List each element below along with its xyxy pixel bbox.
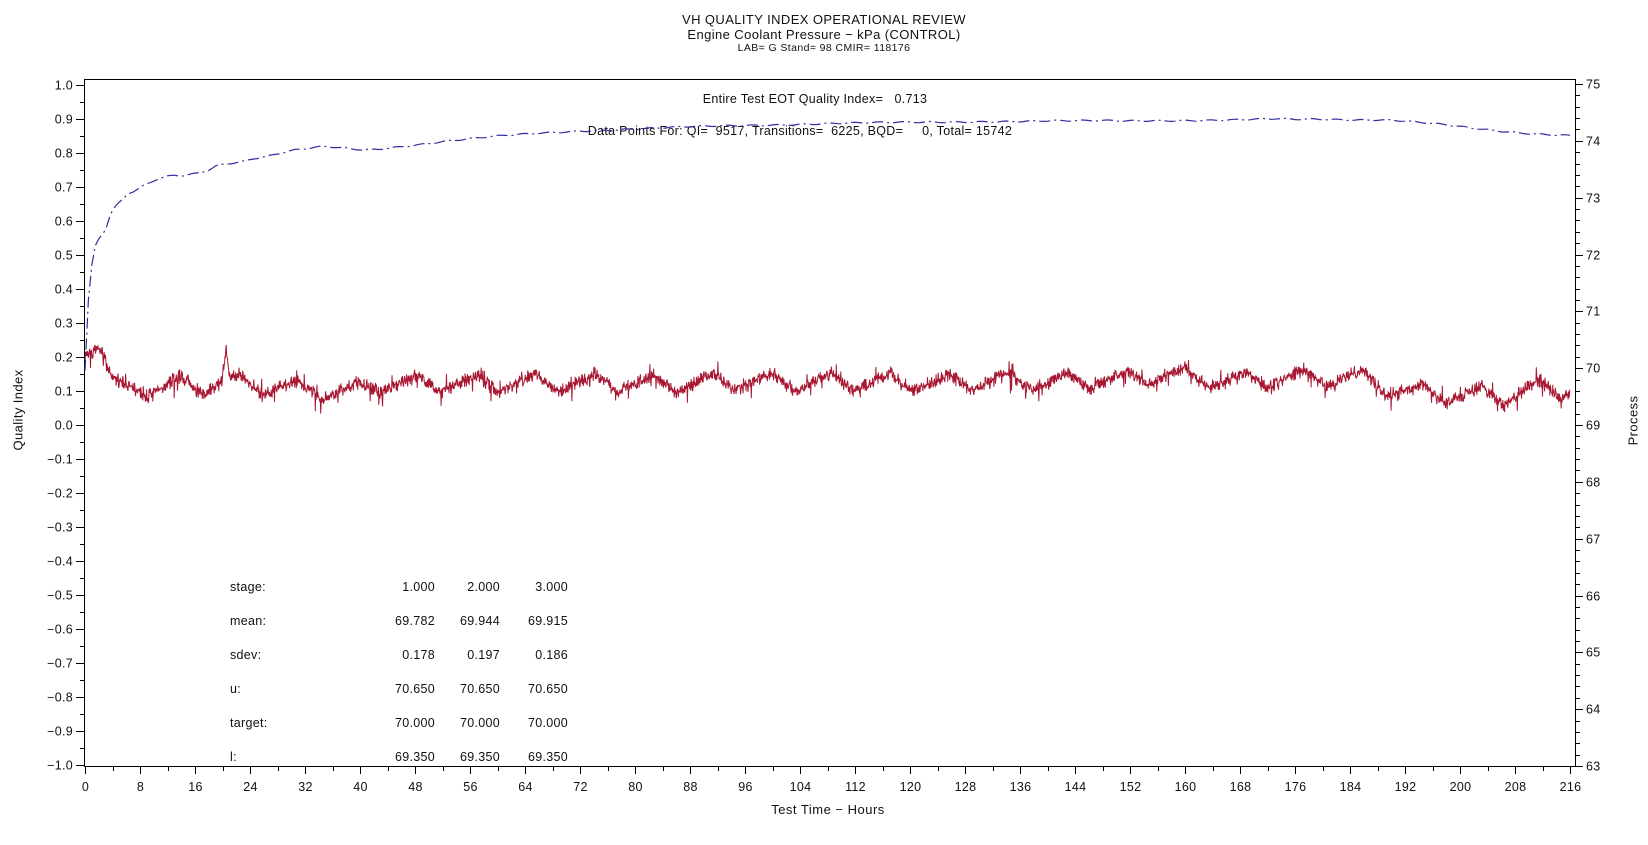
stat-label: mean: bbox=[230, 614, 267, 628]
left-axis-tick-label: −0.6 bbox=[47, 622, 73, 637]
left-axis-tick-label: −0.4 bbox=[47, 554, 73, 569]
stat-value: 3.000 bbox=[535, 580, 568, 594]
left-axis-tick-label: 1.0 bbox=[54, 78, 73, 93]
left-axis-tick-label: −0.1 bbox=[47, 452, 73, 467]
qi-line-series bbox=[85, 118, 1570, 370]
x-axis-tick-label: 80 bbox=[628, 780, 643, 794]
right-axis-tick-label: 67 bbox=[1586, 532, 1601, 547]
right-axis-tick-label: 70 bbox=[1586, 361, 1601, 376]
report-title-line1: VH QUALITY INDEX OPERATIONAL REVIEW bbox=[682, 12, 966, 27]
stat-value: 1.000 bbox=[402, 580, 435, 594]
right-axis-tick-label: 71 bbox=[1586, 304, 1601, 319]
x-axis-tick-label: 40 bbox=[353, 780, 368, 794]
x-axis-tick-label: 200 bbox=[1449, 780, 1472, 794]
x-axis-tick-label: 32 bbox=[298, 780, 313, 794]
report-title-line3: LAB= G Stand= 98 CMIR= 118176 bbox=[737, 42, 911, 54]
stat-value: 2.000 bbox=[467, 580, 500, 594]
x-axis-tick-label: 16 bbox=[188, 780, 203, 794]
left-axis-tick-label: 0.5 bbox=[54, 248, 73, 263]
stat-value: 0.197 bbox=[467, 648, 500, 662]
x-axis-tick-label: 64 bbox=[518, 780, 533, 794]
stat-value: 0.186 bbox=[535, 648, 568, 662]
left-axis-tick-label: −0.8 bbox=[47, 690, 73, 705]
left-axis-tick-label: 0.6 bbox=[54, 214, 73, 229]
left-axis-tick-label: 0.0 bbox=[54, 418, 73, 433]
right-axis-tick-label: 64 bbox=[1586, 702, 1601, 717]
x-axis-tick-label: 96 bbox=[738, 780, 753, 794]
right-axis-tick-label: 74 bbox=[1586, 134, 1601, 149]
x-axis-tick-label: 120 bbox=[899, 780, 922, 794]
x-axis-tick-label: 216 bbox=[1559, 780, 1582, 794]
stat-value: 70.000 bbox=[394, 716, 435, 730]
x-axis-tick-label: 136 bbox=[1009, 780, 1032, 794]
x-axis-tick-label: 160 bbox=[1174, 780, 1197, 794]
left-axis-tick-label: −0.5 bbox=[47, 588, 73, 603]
x-axis-tick-label: 176 bbox=[1284, 780, 1307, 794]
stat-value: 70.650 bbox=[459, 682, 500, 696]
x-axis-tick-label: 56 bbox=[463, 780, 478, 794]
report-title-line2: Engine Coolant Pressure − kPa (CONTROL) bbox=[687, 27, 961, 42]
x-axis-tick-label: 168 bbox=[1229, 780, 1252, 794]
stat-value: 69.350 bbox=[394, 750, 435, 764]
axis-ticks bbox=[76, 85, 1583, 775]
right-axis-tick-label: 75 bbox=[1586, 77, 1601, 92]
stat-value: 70.000 bbox=[459, 716, 500, 730]
right-axis-tick-label: 72 bbox=[1586, 248, 1601, 263]
right-axis-tick-label: 65 bbox=[1586, 645, 1601, 660]
left-axis-tick-label: 0.3 bbox=[54, 316, 73, 331]
left-axis-tick-label: −0.9 bbox=[47, 724, 73, 739]
stat-value: 69.350 bbox=[527, 750, 568, 764]
stat-label: sdev: bbox=[230, 648, 262, 662]
left-axis-tick-label: 0.4 bbox=[54, 282, 73, 297]
plot-frame bbox=[85, 80, 1576, 767]
x-axis-tick-label: 192 bbox=[1394, 780, 1417, 794]
x-axis-tick-label: 112 bbox=[845, 780, 866, 794]
left-axis-tick-label: −0.2 bbox=[47, 486, 73, 501]
stat-value: 0.178 bbox=[402, 648, 435, 662]
stat-value: 70.650 bbox=[394, 682, 435, 696]
x-axis-tick-label: 48 bbox=[408, 780, 423, 794]
x-axis-tick-label: 0 bbox=[81, 780, 90, 794]
right-axis-tick-label: 73 bbox=[1586, 191, 1601, 206]
x-axis-tick-label: 208 bbox=[1504, 780, 1527, 794]
right-axis-tick-label: 63 bbox=[1586, 759, 1601, 774]
stat-label: u: bbox=[230, 682, 242, 696]
x-axis-tick-label: 104 bbox=[789, 780, 812, 794]
stat-value: 69.915 bbox=[527, 614, 568, 628]
stat-value: 70.650 bbox=[527, 682, 568, 696]
stat-value: 69.944 bbox=[459, 614, 500, 628]
left-axis-title: Quality Index bbox=[10, 369, 26, 451]
right-axis-tick-label: 69 bbox=[1586, 418, 1601, 433]
left-axis-tick-label: −0.7 bbox=[47, 656, 73, 671]
x-axis-tick-label: 24 bbox=[243, 780, 258, 794]
x-axis-tick-label: 88 bbox=[683, 780, 698, 794]
left-axis-tick-label: 0.7 bbox=[54, 180, 73, 195]
x-axis-tick-label: 128 bbox=[954, 780, 977, 794]
datapoints-annotation: Data Points For: QI= 9517, Transitions= 6225, BQD= 0, Total= 15742 bbox=[587, 124, 1013, 138]
left-axis-tick-label: 0.1 bbox=[54, 384, 73, 399]
left-axis-tick-label: −1.0 bbox=[47, 758, 73, 773]
stat-value: 70.000 bbox=[527, 716, 568, 730]
left-axis-tick-label: 0.8 bbox=[54, 146, 73, 161]
stat-label: l: bbox=[230, 750, 237, 764]
left-axis-tick-label: −0.3 bbox=[47, 520, 73, 535]
left-axis-tick-label: 0.2 bbox=[54, 350, 73, 365]
x-axis-tick-label: 152 bbox=[1119, 780, 1142, 794]
process-line-series bbox=[85, 345, 1570, 414]
stat-label: stage: bbox=[230, 580, 266, 594]
stat-value: 69.350 bbox=[459, 750, 500, 764]
left-axis-tick-label: 0.9 bbox=[54, 112, 73, 127]
x-axis-tick-label: 144 bbox=[1064, 780, 1087, 794]
stat-label: target: bbox=[230, 716, 268, 730]
right-axis-tick-label: 66 bbox=[1586, 589, 1601, 604]
x-axis-tick-label: 184 bbox=[1339, 780, 1362, 794]
eot-quality-annotation: Entire Test EOT Quality Index= 0.713 bbox=[702, 92, 928, 106]
right-axis-title: Process bbox=[1625, 395, 1641, 446]
x-axis-tick-label: 72 bbox=[573, 780, 588, 794]
right-axis-tick-label: 68 bbox=[1586, 475, 1601, 490]
stat-value: 69.782 bbox=[394, 614, 435, 628]
x-axis-tick-label: 8 bbox=[136, 780, 145, 794]
x-axis-title: Test Time − Hours bbox=[771, 802, 885, 817]
